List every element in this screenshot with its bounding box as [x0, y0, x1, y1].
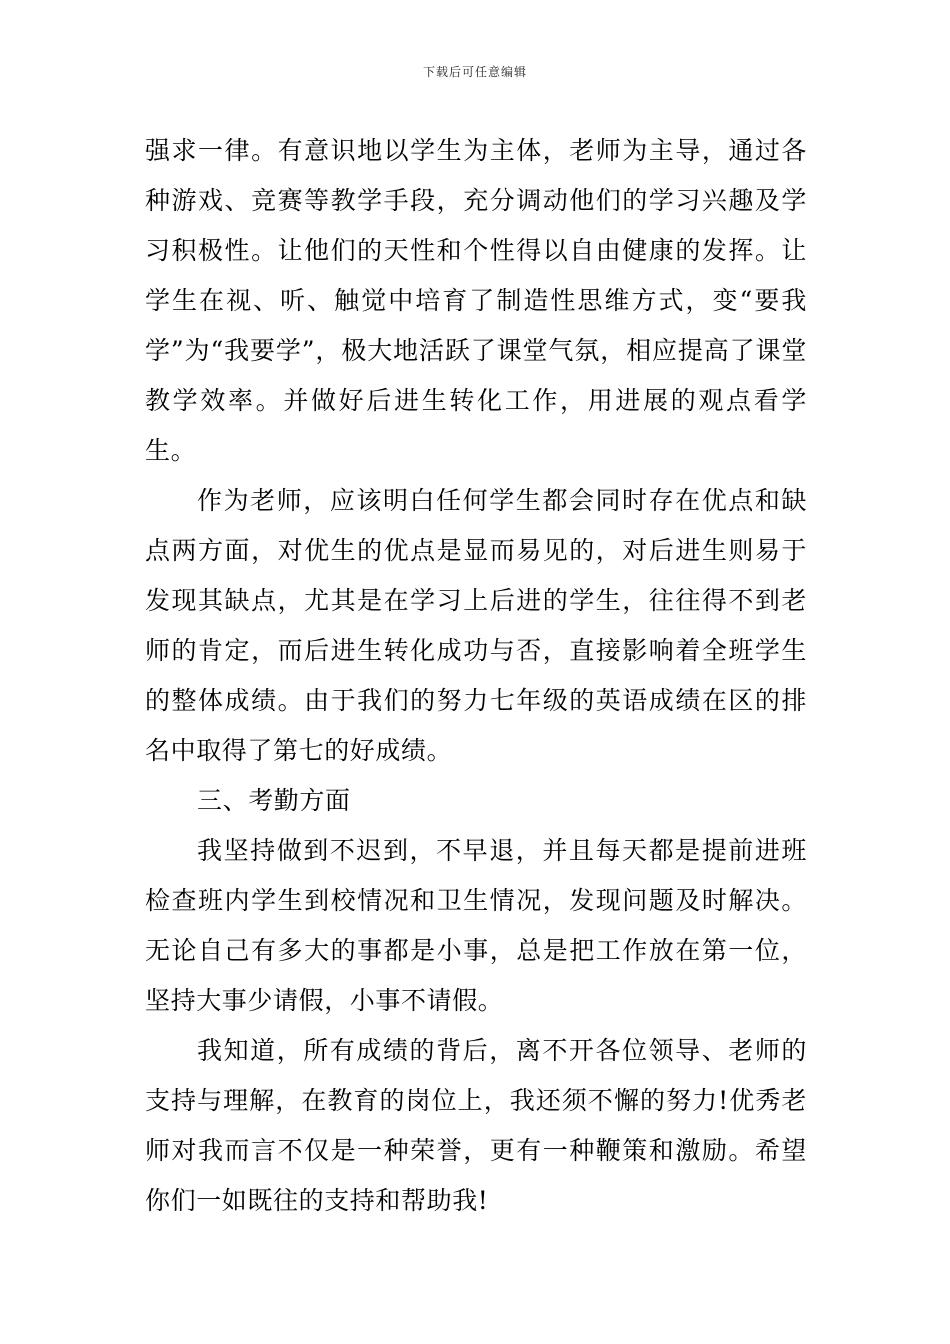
document-body — [145, 126, 807, 1226]
paragraph-attendance: 我坚持做到不迟到，不早退，并且每天都是提前进班检查班内学生到校情况和卫生情况，发现问题及时解决。无论自己有多大的事都是小事，总是把工作放在第一位，坚持大事少请假，小事不请假。 — [145, 836, 807, 1015]
paragraph-closing: 我知道，所有成绩的背后，离不开各位领导、老师的支持与理解，在教育的岗位上，我还须不懈的努力!优秀老师对我而言不仅是一种荣誉，更有一种鞭策和激励。希望你们一如既往的支持和帮助我! — [145, 1036, 807, 1215]
paragraph-teacher-view: 作为老师，应该明白任何学生都会同时存在优点和缺点两方面，对优生的优点是显而易见的，对后进生则易于发现其缺点，尤其是在学习上后进的学生，往往得不到老师的肯定，而后进生转化成功与否，直接影响着全班学生的整体成绩。由于我们的努力七年级的英语成绩在区的排名中取得了第七的好成绩。 — [145, 486, 807, 765]
section-heading-attendance: 三、考勤方面 — [197, 786, 351, 815]
page-header: 下载后可任意编辑 — [422, 65, 527, 79]
paragraph-continuation: 强求一律。有意识地以学生为主体，老师为主导，通过各种游戏、竞赛等教学手段，充分调动他们的学习兴趣及学习积极性。让他们的天性和个性得以自由健康的发挥。让学生在视、听、触觉中培育了制造性思维方式，变“要我学”为“我要学”，极大地活跃了课堂气氛，相应提高了课堂教学效率。并做好后进生转化工作，用进展的观点看学生。 — [145, 136, 807, 465]
